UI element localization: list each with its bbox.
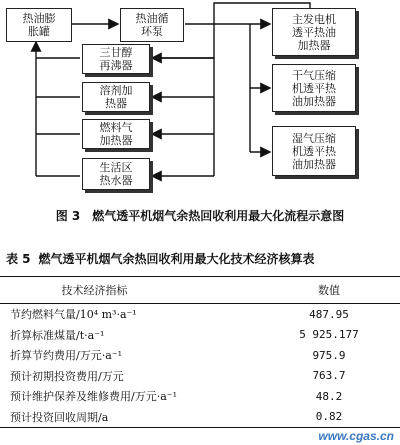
row-value: 487.95 [309, 307, 349, 321]
row-indicator: 预计投资回收周期/a [10, 410, 109, 424]
box-solvent-heater: 溶剂加 热器 [82, 82, 150, 112]
table-row [0, 345, 400, 366]
row-indicator: 折算节约费用/万元·a⁻¹ [10, 349, 122, 363]
box-fuelgas-heater: 燃料气 加热器 [82, 119, 150, 149]
table-number: 表 5 [6, 252, 31, 266]
flow-diagram [0, 0, 400, 200]
row-value: 0.82 [315, 410, 343, 424]
box-wet-compressor-oil-heater: 湿气压缩 机透平热 油加热器 [272, 126, 356, 176]
table-title: 燃气透平机烟气余热回收利用最大化技术经济核算表 [38, 252, 315, 266]
table-row [0, 386, 400, 407]
row-indicator: 节约燃料气量/10⁴ m³·a⁻¹ [10, 308, 137, 322]
watermark: www.cgas.cn [318, 429, 394, 443]
table-caption [6, 250, 315, 267]
row-value: 5 925.177 [299, 328, 359, 342]
table-header-row [0, 277, 400, 303]
table-row [0, 304, 400, 325]
box-circulation-pump: 热油循 环泵 [120, 8, 184, 42]
box-domestic-water-heater: 生活区 热水器 [82, 158, 150, 190]
table-row [0, 366, 400, 387]
table-row [0, 325, 400, 346]
economics-table [0, 276, 400, 428]
row-value: 48.2 [315, 389, 343, 403]
header-value: 数值 [318, 284, 340, 297]
row-value: 763.7 [312, 369, 346, 383]
row-indicator: 预计初期投资费用/万元 [10, 369, 124, 383]
box-glycol-reboiler: 三甘醇 再沸器 [82, 44, 150, 74]
row-value: 975.9 [312, 348, 346, 362]
header-indicator: 技术经济指标 [61, 284, 128, 297]
table-row [0, 407, 400, 428]
row-indicator: 预计维护保养及维修费用/万元·a⁻¹ [10, 390, 177, 404]
figure-caption: 图 3 燃气透平机烟气余热回收利用最大化流程示意图 [55, 209, 345, 223]
box-generator-oil-heater: 主发电机 透平热油 加热器 [272, 8, 356, 56]
box-dry-compressor-oil-heater: 干气压缩 机透平热 油加热器 [272, 64, 356, 112]
row-indicator: 折算标准煤量/t·a⁻¹ [10, 328, 105, 342]
box-expansion-tank: 热油膨 胀罐 [6, 8, 72, 42]
table-bottom-rule [0, 427, 400, 428]
